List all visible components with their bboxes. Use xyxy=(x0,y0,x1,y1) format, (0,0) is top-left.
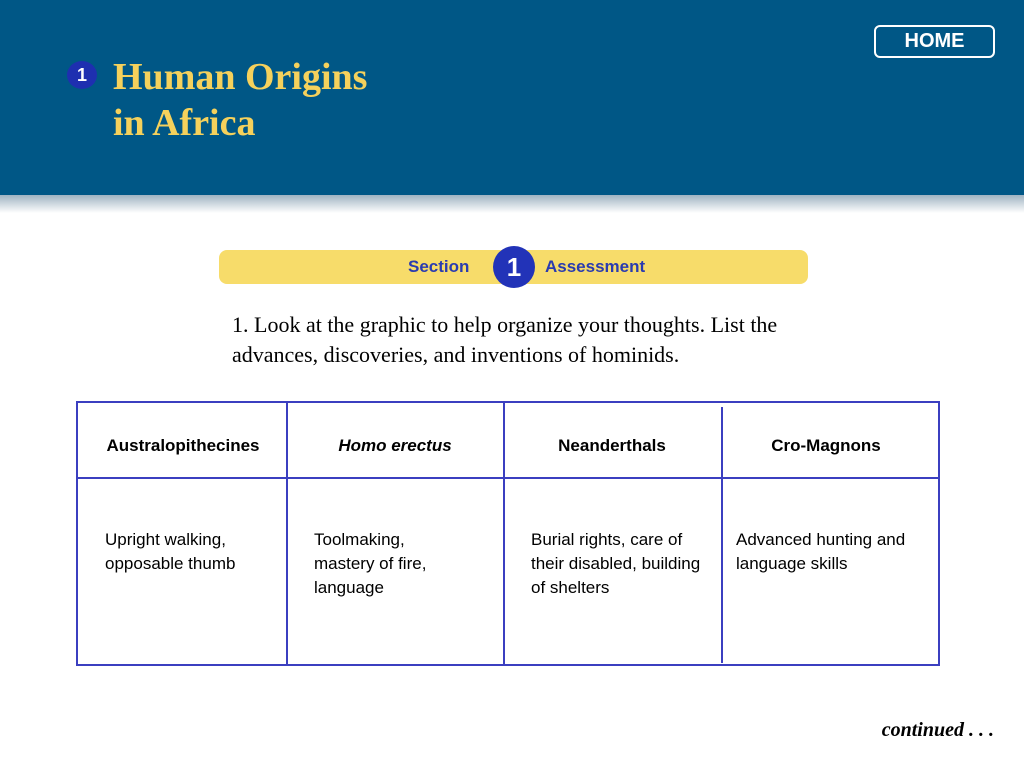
table-column-divider xyxy=(721,407,723,663)
cell-australopithecines: Upright walking, opposable thumb xyxy=(105,530,236,573)
section-number-badge: 1 xyxy=(67,61,97,89)
table-column-divider xyxy=(286,403,288,664)
page-title xyxy=(113,54,367,146)
cell-neanderthals: Burial rights, care of their disabled, building of shelters xyxy=(531,530,701,597)
column-header-australopithecines: Australopithecines xyxy=(106,436,260,455)
cell-homo-erectus: Toolmaking, mastery of fire, language xyxy=(314,530,427,597)
header-shadow xyxy=(0,195,1024,213)
column-header-neanderthals: Neanderthals xyxy=(558,436,666,455)
home-button[interactable]: HOME xyxy=(874,25,995,58)
page-title-line-2: in Africa xyxy=(113,102,256,144)
question-text: 1. Look at the graphic to help organize your thoughts. List the advances, discoveries, and inventions of hominids. xyxy=(232,312,778,367)
column-header-cro-magnons: Cro-Magnons xyxy=(771,436,881,455)
column-header-homo-erectus: Homo erectus xyxy=(338,436,452,455)
continued-label: continued . . . xyxy=(881,719,994,741)
hominid-table xyxy=(76,401,940,666)
page-title-line-1: Human Origins xyxy=(113,56,368,98)
banner-section-label: Section xyxy=(408,257,470,276)
banner-number-badge: 1 xyxy=(493,246,535,288)
banner-assessment-label: Assessment xyxy=(545,257,646,276)
table-header-divider xyxy=(78,477,938,479)
header-bar xyxy=(0,0,1024,195)
table-column-divider xyxy=(503,403,505,664)
cell-cro-magnons: Advanced hunting and language skills xyxy=(736,530,906,573)
